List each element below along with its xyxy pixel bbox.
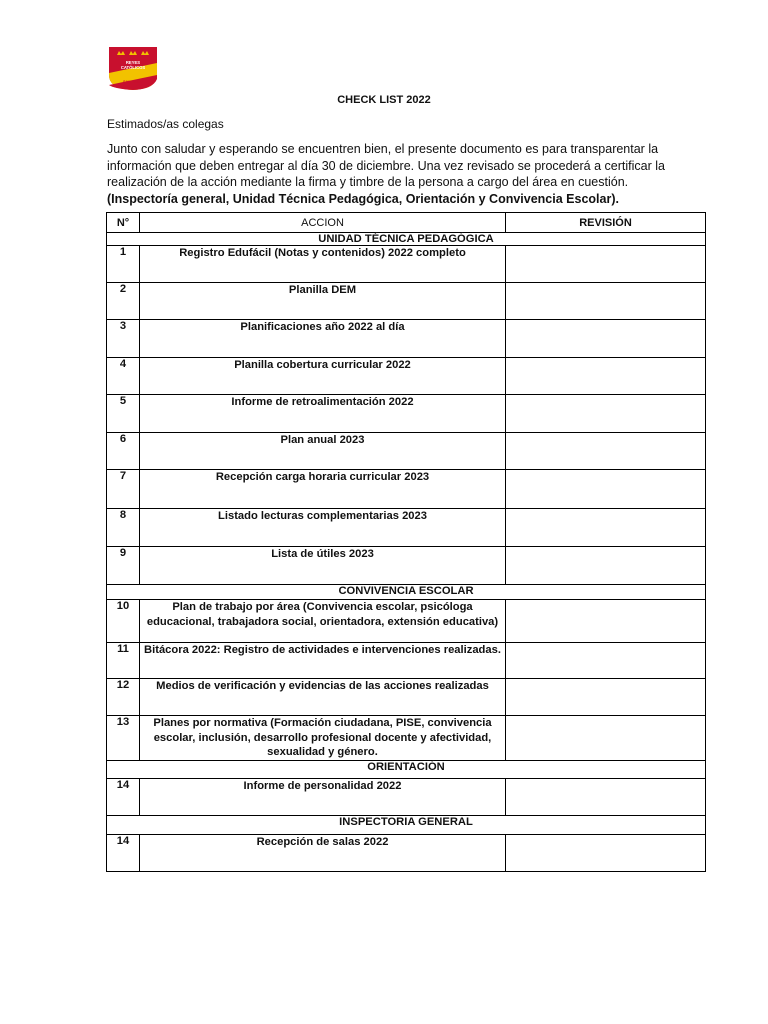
- row-number: 14: [107, 834, 140, 871]
- row-action: Recepción carga horaria curricular 2023: [140, 470, 506, 509]
- table-row: [107, 358, 706, 395]
- school-crest-logo: [107, 45, 159, 91]
- row-action: Recepción de salas 2022: [140, 834, 506, 871]
- row-action: Informe de retroalimentación 2022: [140, 395, 506, 433]
- table-row: [107, 643, 706, 679]
- intro-bold-areas: (Inspectoría general, Unidad Técnica Pedagógica, Orientación y Convivencia Escolar).: [107, 191, 619, 206]
- row-number: 6: [107, 433, 140, 470]
- row-review-cell[interactable]: [506, 834, 706, 871]
- row-review-cell[interactable]: [506, 679, 706, 716]
- row-action: Planilla DEM: [140, 283, 506, 320]
- row-review-cell[interactable]: [506, 320, 706, 358]
- row-action: Plan anual 2023: [140, 433, 506, 470]
- row-number: 7: [107, 470, 140, 509]
- row-number: 5: [107, 395, 140, 433]
- table-row: [107, 778, 706, 815]
- row-review-cell[interactable]: [506, 433, 706, 470]
- document-title: CHECK LIST 2022: [337, 94, 431, 106]
- section-header-row: [107, 815, 706, 834]
- row-action: Registro Edufácil (Notas y contenidos) 2022 completo: [140, 246, 506, 283]
- intro-text: Junto con saludar y esperando se encuentren bien, el presente documento es para transparentar la información que deben entregar al día 30 de diciembre. Una vez revisado se procederá a certificar la realización de la acción mediante la firma y timbre de la persona a cargo del área en cuestión.: [107, 142, 665, 189]
- row-action: Planilla cobertura curricular 2022: [140, 358, 506, 395]
- header-num: N°: [107, 213, 140, 233]
- table-row: [107, 600, 706, 643]
- section-title: INSPECTORIA GENERAL: [107, 815, 706, 834]
- table-row: [107, 679, 706, 716]
- row-review-cell[interactable]: [506, 358, 706, 395]
- checklist-table: [106, 212, 706, 872]
- section-header-row: [107, 233, 706, 246]
- row-action: Informe de personalidad 2022: [140, 778, 506, 815]
- header-row: [107, 213, 706, 233]
- row-review-cell[interactable]: [506, 395, 706, 433]
- row-number: 14: [107, 778, 140, 815]
- section-header-row: [107, 585, 706, 600]
- row-action: Planes por normativa (Formación ciudadana, PISE, convivencia escolar, inclusión, desarrollo profesional docente y afectividad, sexualidad y género.: [140, 716, 506, 761]
- greeting: Estimados/as colegas: [107, 117, 224, 131]
- row-action: Lista de útiles 2023: [140, 547, 506, 585]
- row-action: Planificaciones año 2022 al día: [140, 320, 506, 358]
- table-row: [107, 320, 706, 358]
- table-row: [107, 834, 706, 871]
- svg-text:SANTIAGO: SANTIAGO: [122, 80, 144, 84]
- row-review-cell[interactable]: [506, 778, 706, 815]
- row-number: 2: [107, 283, 140, 320]
- table-row: [107, 547, 706, 585]
- row-number: 13: [107, 716, 140, 761]
- row-number: 9: [107, 547, 140, 585]
- section-title: UNIDAD TÉCNICA PEDAGÓGICA: [107, 233, 706, 246]
- table-row: [107, 395, 706, 433]
- row-number: 12: [107, 679, 140, 716]
- row-action: Listado lecturas complementarias 2023: [140, 509, 506, 547]
- row-number: 10: [107, 600, 140, 643]
- header-review: REVISIÓN: [506, 213, 706, 233]
- row-action: Medios de verificación y evidencias de las acciones realizadas: [140, 679, 506, 716]
- table-row: [107, 470, 706, 509]
- row-number: 4: [107, 358, 140, 395]
- section-title: ORIENTACIÓN: [107, 760, 706, 778]
- table-row: [107, 509, 706, 547]
- row-number: 1: [107, 246, 140, 283]
- table-row: [107, 246, 706, 283]
- row-review-cell[interactable]: [506, 600, 706, 643]
- row-action: Plan de trabajo por área (Convivencia escolar, psicóloga educacional, trabajadora social, orientadora, extensión educativa): [140, 600, 506, 643]
- svg-text:REYES: REYES: [125, 60, 141, 65]
- row-review-cell[interactable]: [506, 246, 706, 283]
- row-review-cell[interactable]: [506, 716, 706, 761]
- row-review-cell[interactable]: [506, 509, 706, 547]
- header-action: ACCION: [140, 213, 506, 233]
- row-number: 8: [107, 509, 140, 547]
- section-title: CONVIVENCIA ESCOLAR: [107, 585, 706, 600]
- table-row: [107, 433, 706, 470]
- checklist-body: [107, 213, 706, 872]
- row-review-cell[interactable]: [506, 283, 706, 320]
- row-action: Bitácora 2022: Registro de actividades e intervenciones realizadas.: [140, 643, 506, 679]
- row-number: 11: [107, 643, 140, 679]
- row-review-cell[interactable]: [506, 547, 706, 585]
- intro-paragraph: [107, 141, 667, 207]
- row-number: 3: [107, 320, 140, 358]
- table-row: [107, 716, 706, 761]
- row-review-cell[interactable]: [506, 643, 706, 679]
- section-header-row: [107, 760, 706, 778]
- row-review-cell[interactable]: [506, 470, 706, 509]
- table-row: [107, 283, 706, 320]
- svg-text:CATÓLICOS: CATÓLICOS: [120, 65, 146, 70]
